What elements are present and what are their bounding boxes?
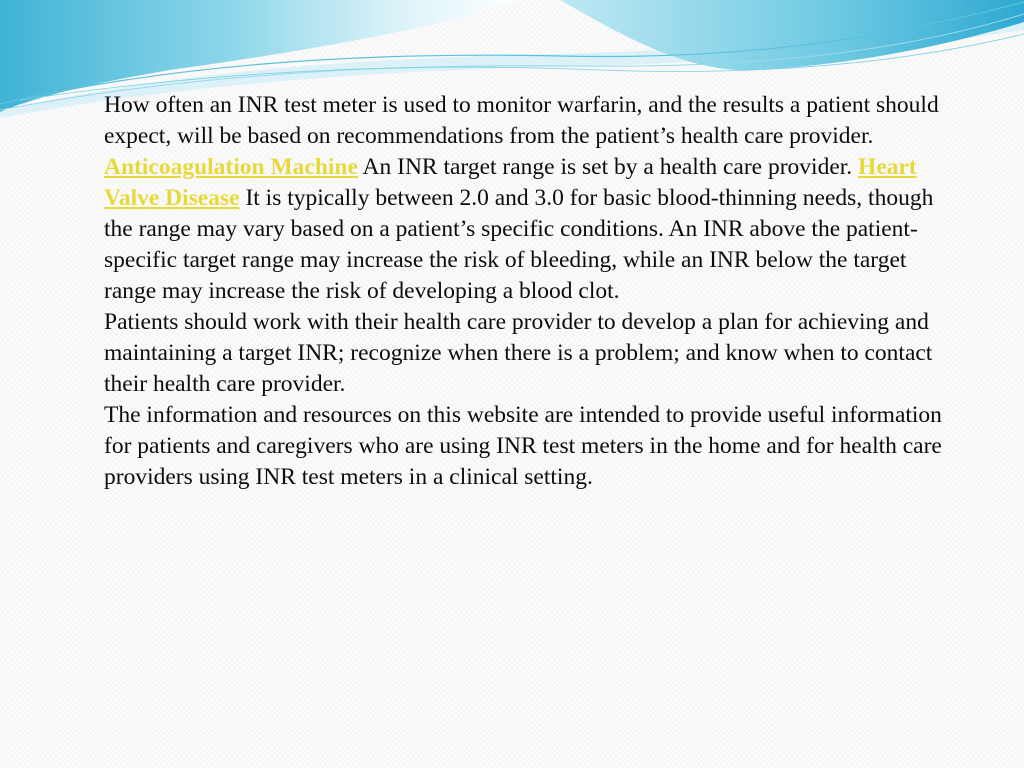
slide-body-text bbox=[104, 90, 954, 493]
paragraph-1-text-middle: An INR target range is set by a health care provider. bbox=[362, 154, 853, 180]
paragraph-1-text-after: It is typically between 2.0 and 3.0 for basic blood-thinning needs, though the range may vary based on a patient’s specific conditions. An INR above the patient-specific target range may increase the risk of bleeding, while an INR below the target range may increase the risk of developing a blood clot. bbox=[104, 185, 934, 304]
heart-valve-disease-link[interactable]: Heart Valve Disease bbox=[104, 154, 917, 211]
paragraph-2: Patients should work with their health care provider to develop a plan for achieving and maintaining a target INR; recognize when there is a problem; and know when to contact their health care provider. bbox=[104, 309, 933, 397]
paragraph-3: The information and resources on this website are intended to provide useful information for patients and caregivers who are using INR test meters in the home and for health care providers using INR test meters in a clinical setting. bbox=[104, 402, 942, 490]
paragraph-1 bbox=[104, 90, 954, 307]
anticoagulation-machine-link[interactable]: Anticoagulation Machine bbox=[104, 154, 358, 180]
paragraph-1-text-before: How often an INR test meter is used to monitor warfarin, and the results a patient should expect, will be based on recommendations from the patient’s health care provider. bbox=[104, 92, 939, 149]
